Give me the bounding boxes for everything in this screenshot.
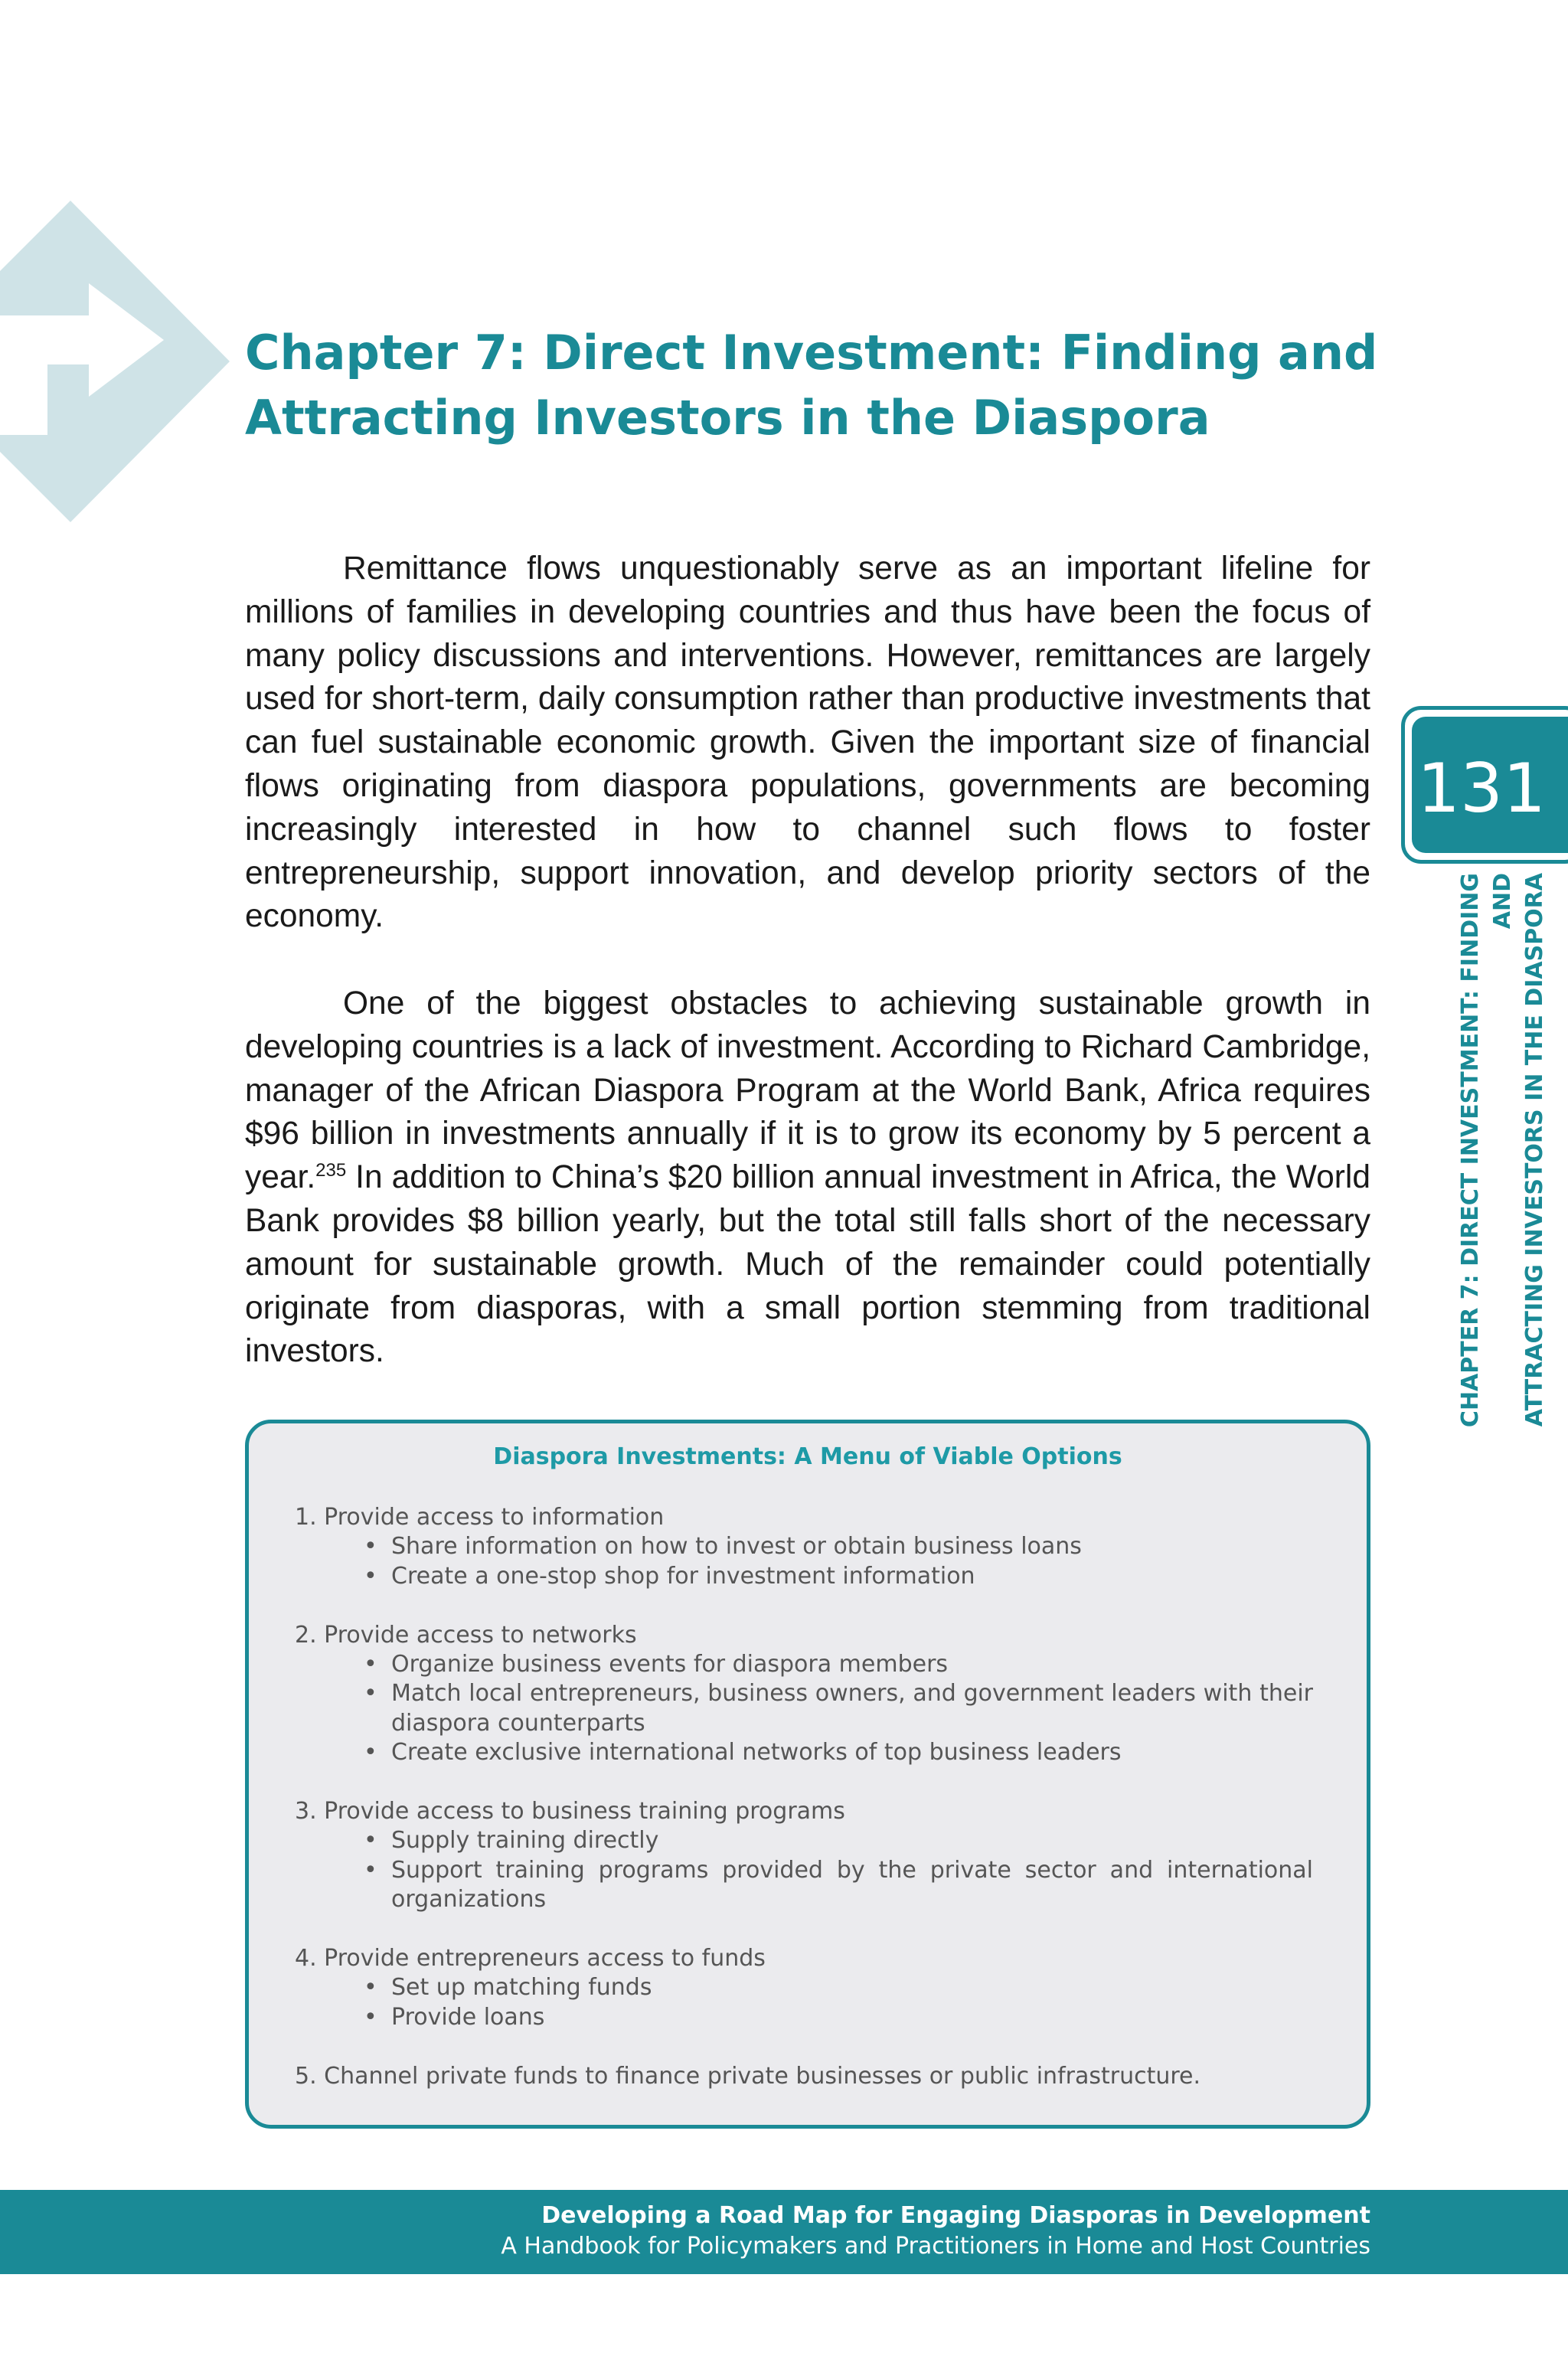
option-bullets: [295, 1973, 1313, 2032]
chapter-title-line2: Attracting Investors in the Diaspora: [245, 390, 1210, 446]
chapter-title-line1: Chapter 7: Direct Investment: Finding and: [245, 325, 1378, 381]
chapter-title: [245, 320, 1393, 450]
footer-book-title: Developing a Road Map for Engaging Diasporas in Development: [541, 2202, 1370, 2229]
option-bullets: [295, 1650, 1313, 1768]
option-section: [295, 1621, 1313, 1768]
options-list: [295, 1503, 1313, 2091]
option-bullet: • Organize business events for diaspora members: [364, 1650, 1313, 1679]
options-box: [245, 1420, 1370, 2129]
side-title-line2: ATTRACTING INVESTORS IN THE DIASPORA: [1521, 873, 1548, 1427]
option-bullet: • Match local entrepreneurs, business owners, and government leaders with their diaspora counterparts: [364, 1679, 1313, 1738]
page-number: 131: [1417, 749, 1546, 828]
footer-band: [0, 2190, 1568, 2274]
option-section: [295, 1944, 1313, 2032]
footnote-reference[interactable]: 235: [315, 1160, 347, 1181]
option-bullet: • Create exclusive international networks of top business leaders: [364, 1738, 1313, 1767]
body-text: [245, 547, 1370, 1374]
footer-book-subtitle: A Handbook for Policymakers and Practitioners in Home and Host Countries: [501, 2233, 1370, 2260]
option-heading: 4. Provide entrepreneurs access to funds: [295, 1945, 766, 1972]
side-running-title: [1455, 873, 1548, 1440]
option-bullet: • Supply training directly: [364, 1826, 1313, 1855]
option-bullet: • Support training programs provided by the private sector and international organizations: [364, 1856, 1313, 1915]
option-section: [295, 1797, 1313, 1915]
option-bullets: [295, 1826, 1313, 1914]
side-title-line1: CHAPTER 7: DIRECT INVESTMENT: FINDING AND: [1457, 873, 1516, 1428]
turn-right-arrow-sign-icon: [0, 201, 230, 522]
option-heading: 1. Provide access to information: [295, 1504, 665, 1531]
option-bullets: [295, 1532, 1313, 1591]
option-section: [295, 2062, 1313, 2091]
paragraph-2-part-1: One of the biggest obstacles to achieving sustainable growth in developing countries is a lack of investment. According to Richard Cambridge, manager of the African Diaspora Program at the World Bank, Africa requires $96 billion in investments annually if it is to grow its economy by 5 percent a year.: [245, 985, 1370, 1196]
options-box-title: Diaspora Investments: A Menu of Viable Options: [493, 1443, 1122, 1470]
option-heading: 2. Provide access to networks: [295, 1621, 637, 1649]
paragraph-1: Remittance flows unquestionably serve as an important lifeline for millions of families in developing countries and thus have been the focus of many policy discussions and interventions. However, remittances are largely used for short-term, daily consumption rather than productive investments that can fuel sustainable economic growth. Given the important size of financial flows originating from diaspora populations, governments are becoming increasingly interested in how to channel such flows to foster entrepreneurship, support innovation, and develop priority sectors of the economy.: [245, 551, 1370, 935]
option-bullet: • Share information on how to invest or obtain business loans: [364, 1532, 1313, 1561]
paragraph-2-part-2: In addition to China’s $20 billion annual investment in Africa, the World Bank provides $8 billion yearly, but the total still falls short of the necessary amount for sustainable growth. Much of the remainder could potentially originate from diasporas, with a small portion stemming from traditional investors.: [245, 1159, 1370, 1370]
option-section: [295, 1503, 1313, 1591]
option-bullet: • Set up matching funds: [364, 1973, 1313, 2002]
option-bullet: • Create a one-stop shop for investment information: [364, 1562, 1313, 1591]
option-heading: 3. Provide access to business training programs: [295, 1798, 845, 1825]
paragraph-2: [245, 982, 1370, 1374]
option-heading: 5. Channel private funds to finance private businesses or public infrastructure.: [295, 2062, 1201, 2090]
option-bullet: • Provide loans: [364, 2003, 1313, 2032]
